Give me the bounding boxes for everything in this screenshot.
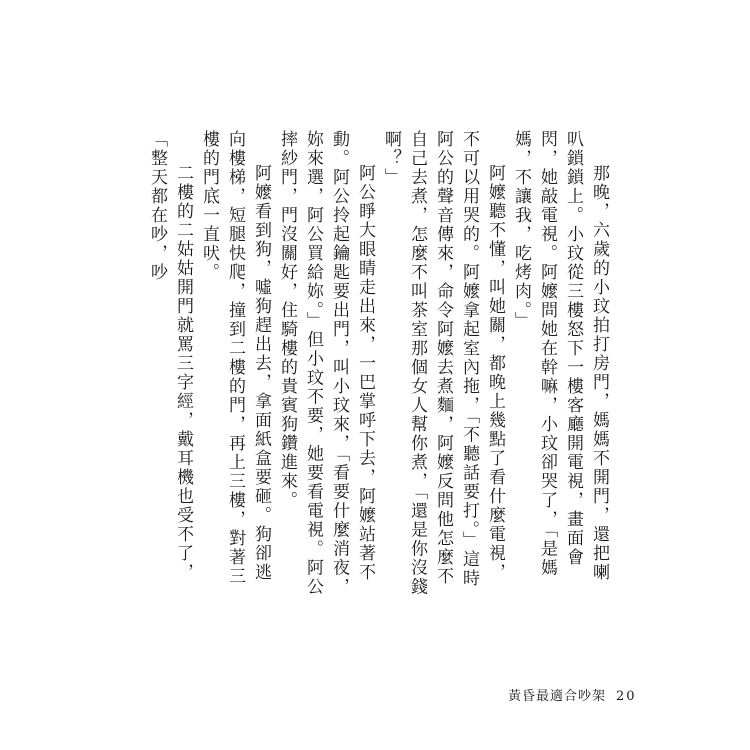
running-footer xyxy=(508,685,637,704)
paragraph-2: 阿嬤聽不懂，叫她關，都晚上幾點了看什麼電視，不可以用哭的。阿嬤拿起室內拖，「不聽話要打。」這時阿公的聲音傳來，命令阿嬤去煮麵，阿嬤反問他怎麼不自己去煮，怎麼不叫茶室那個女人幫你煮，「還是你沒錢啊？」 xyxy=(381,130,505,597)
book-title: 黃昏最適合吵架 xyxy=(508,689,607,704)
body-text xyxy=(144,130,612,600)
page-number: 20 xyxy=(616,689,637,704)
paragraph-1: 那晚，六歲的小玟拍打房門，媽媽不開門，還把喇叭鎖鎖上。小玟從三樓怒下一樓客廳開電視，畫面會閃，她敲電視。阿嬤問她在幹嘛，小玟卻哭了，「是媽媽，不讓我，吃烤肉。」 xyxy=(511,130,609,582)
paragraph-4: 阿嬤看到狗，噓狗趕出去，拿面紙盒要砸。狗卻逃向樓梯，短腿快爬，撞到二樓的門，再上三樓，對著三樓的門底一直吠。 xyxy=(199,130,271,586)
paragraph-3: 阿公睜大眼睛走出來，一巴掌呼下去，阿嬤站著不動。阿公拎起鑰匙要出門，叫小玟來，「看要什麼消夜，妳來選，阿公買給妳。」但小玟不要，她要看電視。阿公摔紗門，門沒關好，住騎樓的貴賓狗鑽進來。 xyxy=(277,130,375,597)
paragraph-5: 二樓的二姑姑開門就罵三字經，戴耳機也受不了，「整天都在吵，吵 xyxy=(147,130,193,582)
